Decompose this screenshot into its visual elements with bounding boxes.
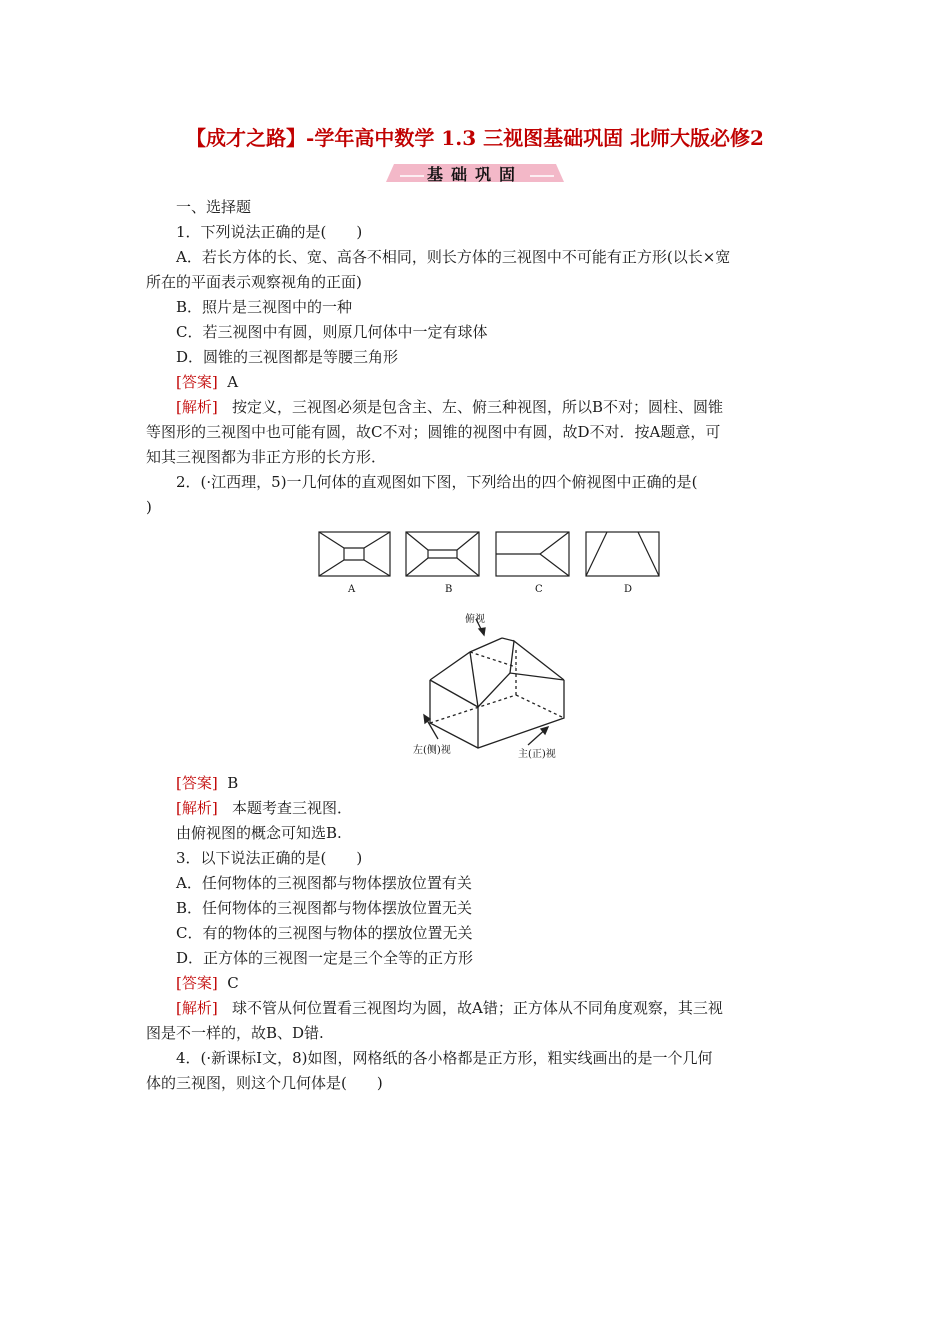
q1-option-d: D．圆锥的三视图都是等腰三角形 (176, 348, 399, 366)
analysis-tag: [解析] (176, 398, 218, 416)
q3-option-d: D．正方体的三视图一定是三个全等的正方形 (176, 949, 474, 967)
q3-option-c: C．有的物体的三视图与物体的摆放位置无关 (176, 924, 473, 942)
q2-stem: 2．(·江西理，5)一几何体的直观图如下图，下列给出的四个俯视图中正确的是( (176, 473, 698, 491)
q4-stem-cont: 体的三视图，则这个几何体是( ) (146, 1074, 383, 1092)
q2-stem-cont: ) (146, 498, 152, 516)
option-c-label: C (535, 584, 543, 595)
analysis-text: 本题考查三视图． (232, 799, 353, 817)
top-view-options-figure (318, 530, 663, 580)
answer-tag: [答案] (176, 774, 218, 792)
q3-analysis (176, 998, 816, 1018)
answer-value: C (227, 974, 239, 992)
view-front-label: 主(正)视 (518, 749, 556, 760)
q3-answer (176, 973, 816, 993)
q1-option-a-cont: 所在的平面表示观察视角的正面) (146, 273, 362, 291)
analysis-tag: [解析] (176, 799, 218, 817)
q3-option-a: A．任何物体的三视图都与物体摆放位置有关 (176, 874, 472, 892)
option-b-diagram (406, 532, 479, 576)
q3-option-b: B．任何物体的三视图都与物体摆放位置无关 (176, 899, 473, 917)
q3-stem: 3．以下说法正确的是( ) (176, 849, 363, 867)
q1-option-b: B．照片是三视图中的一种 (176, 298, 353, 316)
section-heading: 一、选择题 (176, 198, 252, 216)
analysis-text: 球不管从何位置看三视图均为圆，故A错；正方体从不同角度观察，其三视 (232, 999, 723, 1017)
analysis-text: 按定义，三视图必须是包含主、左、俯三种视图，所以B不对；圆柱、圆锥 (232, 398, 724, 416)
analysis-tag: [解析] (176, 999, 218, 1017)
q1-analysis-cont: 等图形的三视图中也可能有圆，故C不对；圆锥的视图中有圆，故D不对．按A题意，可 (146, 423, 721, 441)
answer-tag: [答案] (176, 373, 218, 391)
option-a-label: A (348, 584, 356, 595)
q1-stem: 1．下列说法正确的是( ) (176, 223, 363, 241)
answer-tag: [答案] (176, 974, 218, 992)
q2-answer (176, 773, 816, 793)
banner-title: 基础巩固 (426, 165, 523, 184)
q1-analysis-cont2: 知其三视图都为非正方形的长方形． (146, 448, 387, 466)
option-d-label: D (624, 584, 633, 595)
answer-value: B (227, 774, 239, 792)
q2-analysis-cont: 由俯视图的概念可知选B. (176, 824, 342, 842)
option-b-label: B (445, 584, 453, 595)
q4-stem: 4．(·新课标Ⅰ文，8)如图，网格纸的各小格都是正方形，粗实线画出的是一个几何 (176, 1049, 713, 1067)
view-top-label: 俯视 (465, 614, 485, 625)
q1-option-c: C．若三视图中有圆，则原几何体中一定有球体 (176, 323, 488, 341)
answer-value: A (227, 373, 239, 391)
view-left-label: 左(侧)视 (413, 745, 451, 756)
section-banner (380, 160, 570, 186)
q2-analysis (176, 798, 816, 818)
document-title: 【成才之路】-学年高中数学 1.3 三视图基础巩固 北师大版必修2 (186, 126, 764, 150)
q1-analysis (176, 397, 816, 417)
q3-analysis-cont: 图是不一样的，故B、D错. (146, 1024, 324, 1042)
q1-answer (176, 372, 816, 392)
q1-option-a: A．若长方体的长、宽、高各不相同，则长方体的三视图中不可能有正方形(以长×宽 (176, 248, 731, 266)
